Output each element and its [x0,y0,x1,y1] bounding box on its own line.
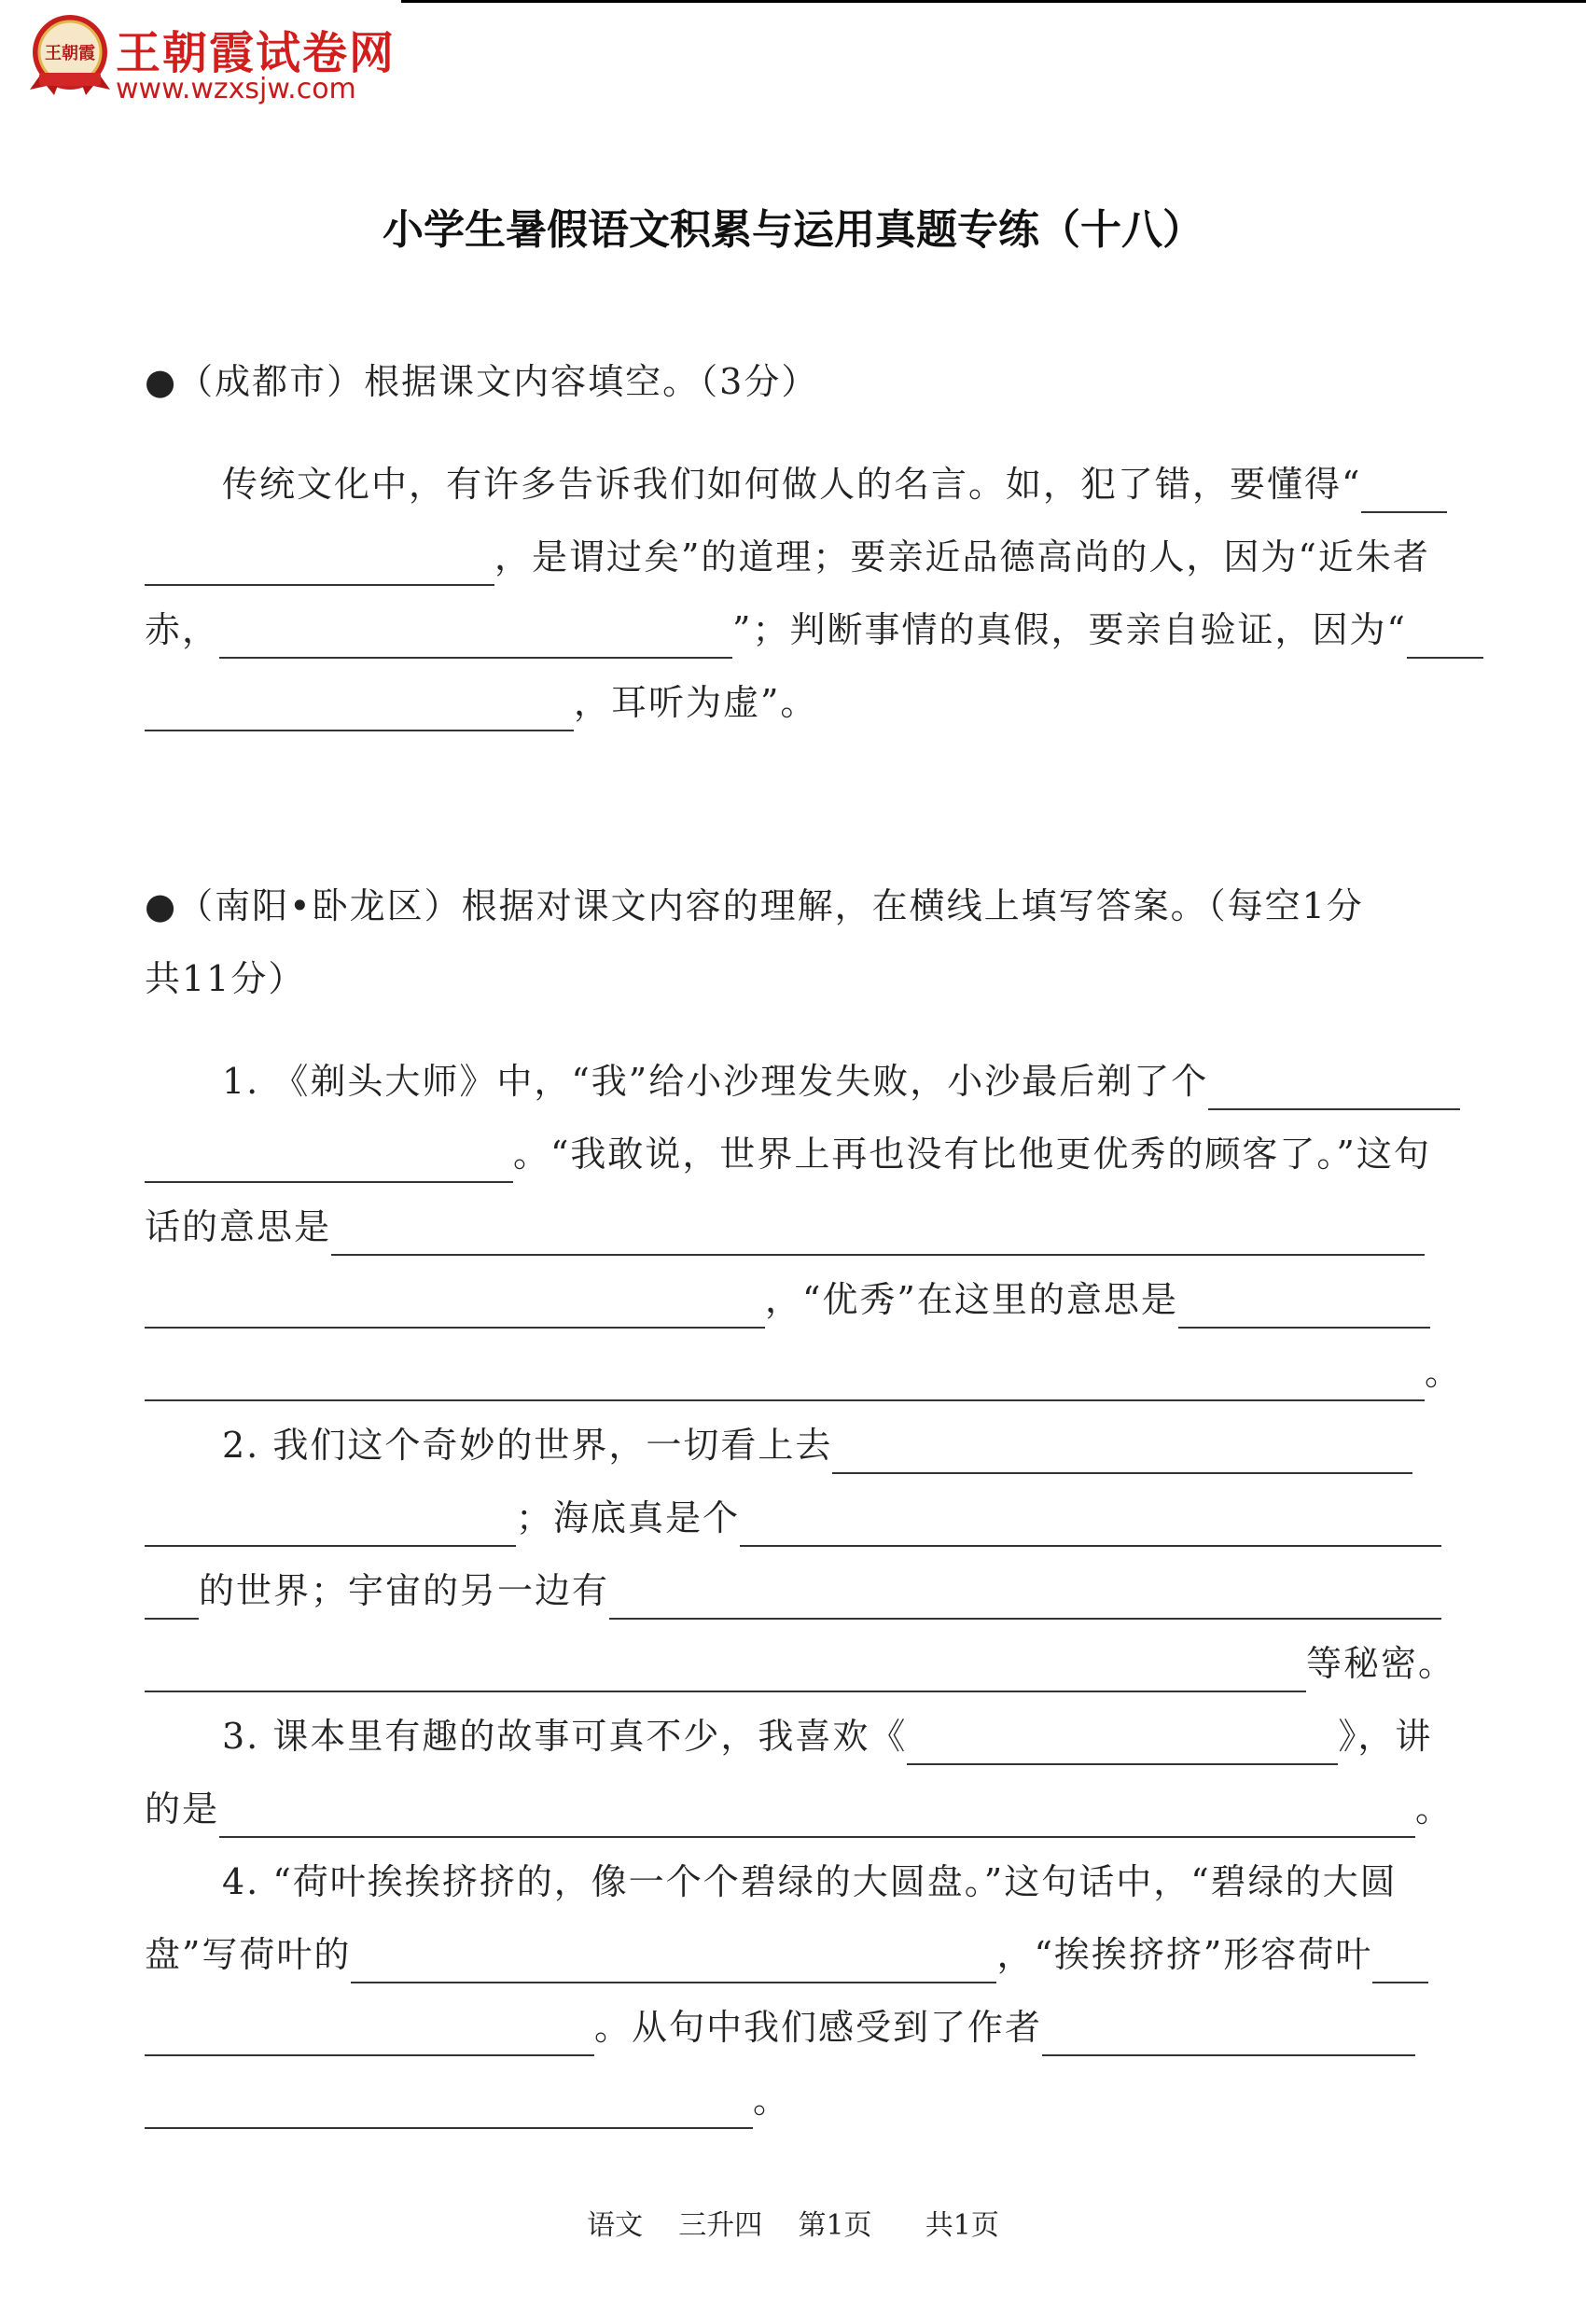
q1-blank-2b[interactable] [145,1280,765,1329]
q4-line4: 。 [145,2071,790,2129]
q1-line5: 。 [145,1343,1462,1401]
q2-blank-1b[interactable] [145,1498,516,1547]
q1-blank-2[interactable] [331,1207,1425,1256]
section2-heading-line2: 共11分） [145,958,306,999]
q1-blank-1[interactable] [1208,1062,1460,1110]
q2-blank-3b[interactable] [145,1644,1306,1692]
q1-blank-3[interactable] [1178,1280,1430,1329]
q4-blank-2b[interactable] [145,2008,594,2056]
section2-heading-line1: ●（南阳•卧龙区）根据对课文内容的理解，在横线上填写答案。（每空1分 [145,885,1364,926]
q2-blank-1[interactable] [832,1426,1412,1474]
q2-line4: 等秘密。 [145,1635,1455,1692]
q4-line2: 盘”写荷叶的 ，“挨挨挤挤”形容荷叶 [145,1926,1428,1983]
q2-blank-3[interactable] [609,1571,1441,1620]
q1-line1: 1. 《剃头大师》中，“我”给小沙理发失败，小沙最后剃了个 [222,1052,1460,1110]
blank-4[interactable] [1407,610,1483,659]
logo-title: 王朝霞试卷网 [116,27,396,79]
section1-line1: 传统文化中，有许多告诉我们如何做人的名言。如，犯了错，要懂得“ [222,455,1447,513]
q1-line3: 话的意思是 [145,1198,1425,1256]
blank-1[interactable] [1361,465,1447,513]
logo-badge-text: 王朝霞 [45,44,95,63]
section1-line4: ，耳听为虚”。 [145,674,817,731]
top-border-line [401,0,1586,3]
q1-line2: 。“我敢说，世界上再也没有比他更优秀的顾客了。”这句 [145,1125,1431,1183]
section1-heading: ●（成都市）根据课文内容填空。（3分） [145,361,819,402]
blank-5[interactable] [145,683,574,731]
q3-blank-1[interactable] [907,1717,1338,1765]
section1-line2: ，是谓过矣”的道理；要亲近品德高尚的人，因为“近朱者 [145,528,1430,586]
q2-line3: 的世界；宇宙的另一边有 [145,1562,1441,1620]
site-logo [26,11,399,104]
q1-blank-3b[interactable] [145,1353,1425,1401]
section1-line3: 赤， ”；判断事情的真假，要亲自验证，因为“ [145,601,1483,659]
q4-line1: 4. “荷叶挨挨挤挤的，像一个个碧绿的大圆盘。”这句话中，“碧绿的大圆 [222,1861,1398,1902]
logo-badge-icon [26,11,114,99]
q4-line3: 。从句中我们感受到了作者 [145,1998,1415,2056]
q4-blank-1[interactable] [351,1935,996,1983]
q2-blank-2b[interactable] [145,1571,199,1620]
q4-blank-3b[interactable] [145,2080,753,2129]
blank-3[interactable] [219,610,732,659]
q3-line1: 3. 课本里有趣的故事可真不少，我喜欢《 》，讲 [222,1707,1432,1765]
page-footer: 语文 三升四 第1页 共1页 [587,2209,999,2242]
q3-line2: 的是 。 [145,1780,1453,1838]
blank-2[interactable] [145,537,494,586]
q2-blank-2[interactable] [740,1498,1441,1547]
q1-blank-1b[interactable] [145,1134,513,1183]
q4-blank-2[interactable] [1372,1935,1428,1983]
page-title: 小学生暑假语文积累与运用真题专练（十八） [383,206,1203,254]
q2-line1: 2. 我们这个奇妙的世界，一切看上去 [222,1416,1412,1474]
q1-line4: ，“优秀”在这里的意思是 [145,1271,1430,1329]
logo-url: www.wzxsjw.com [116,73,356,105]
q3-blank-2[interactable] [219,1789,1415,1838]
q2-line2: ；海底真是个 [145,1489,1441,1547]
q4-blank-3[interactable] [1042,2008,1415,2056]
